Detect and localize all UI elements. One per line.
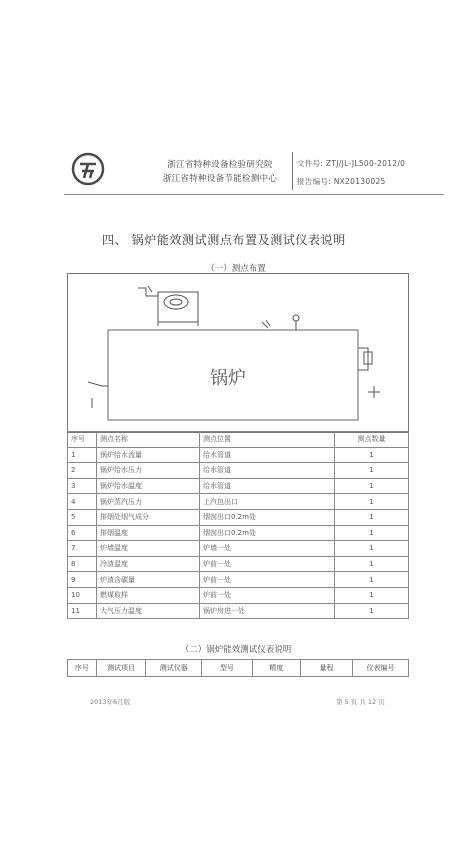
measuring-points-table: [67, 431, 409, 619]
table-cell: 给水管道: [200, 478, 335, 494]
footer-edition: 2013年6月版: [90, 698, 131, 706]
table-cell: 1: [335, 478, 409, 494]
table-cell: 4: [68, 494, 97, 510]
footer-page-number: 第 5 页 共 12 页: [336, 698, 385, 706]
table-cell: 1: [335, 509, 409, 525]
organization-name: [140, 158, 300, 186]
table-header-cell: 序号: [68, 432, 97, 448]
table-row: [68, 556, 409, 572]
table-cell: 1: [68, 447, 97, 463]
table-row: [68, 525, 409, 541]
table-cell: 大气压力温度: [97, 603, 200, 619]
table-cell: 1: [335, 447, 409, 463]
boiler-label: 锅炉: [210, 368, 246, 389]
org-line-1: 浙江省特种设备检验研究院: [167, 160, 273, 170]
table-cell: 11: [68, 603, 97, 619]
table-cell: 炉墙一处: [200, 541, 335, 557]
table-cell: 锅炉给水温度: [97, 478, 200, 494]
table-header-cell: 测点数量: [335, 432, 409, 448]
table-cell: 3: [68, 478, 97, 494]
instrument-table: [67, 659, 409, 677]
table-header-cell: 序号: [68, 660, 97, 677]
institute-logo: [71, 152, 105, 186]
table-cell: 烟囱出口0.2m处: [200, 509, 335, 525]
table-header-cell: 测点名称: [97, 432, 200, 448]
table-cell: 冷渣温度: [97, 556, 200, 572]
table-cell: 上汽包出口: [200, 494, 335, 510]
table-cell: 6: [68, 525, 97, 541]
header-rule: [64, 194, 444, 195]
table-cell: 2: [68, 463, 97, 479]
feed-pipe: [138, 286, 158, 296]
table-cell: 燃煤取样: [97, 587, 200, 603]
table-cell: 炉前一处: [200, 556, 335, 572]
table-header-cell: 精度: [252, 660, 301, 677]
table-cell: 锅炉给水压力: [97, 463, 200, 479]
table-cell: 排烟温度: [97, 525, 200, 541]
document-number: 文件号: ZTJ/JL-JL500-2012/0: [297, 159, 406, 168]
table-row: [68, 447, 409, 463]
table-header-cell: 型号: [202, 660, 252, 677]
instrument-subtitle: （二）锅炉能效测试仪表说明: [180, 645, 292, 655]
table-header-cell: 测试项目: [96, 660, 145, 677]
table-cell: 9: [68, 572, 97, 588]
table-cell: 锅炉房进一处: [200, 603, 335, 619]
table-header-cell: 仪表编号: [352, 660, 408, 677]
org-line-2: 浙江省特种设备节能检测中心: [162, 174, 278, 184]
table-header-row: [68, 432, 409, 448]
burner-unit: [158, 292, 198, 326]
table-cell: 烟囱出口0.2m处: [200, 525, 335, 541]
measuring-points-subtitle: （一）测点布置: [206, 264, 266, 274]
table-cell: 1: [335, 494, 409, 510]
table-cell: 炉前一处: [200, 572, 335, 588]
table-row: [68, 494, 409, 510]
report-number: 报告编号: NX20130025: [297, 177, 386, 186]
table-cell: 10: [68, 587, 97, 603]
table-row: [68, 603, 409, 619]
table-cell: 炉墙温度: [97, 541, 200, 557]
table-cell: 1: [335, 556, 409, 572]
table-row: [68, 587, 409, 603]
table-cell: 炉前一处: [200, 587, 335, 603]
table-cell: 5: [68, 509, 97, 525]
table-header-cell: 测试仪器: [146, 660, 202, 677]
table-header-cell: 量程: [301, 660, 353, 677]
table-cell: 8: [68, 556, 97, 572]
table-cell: 7: [68, 541, 97, 557]
measuring-point-diagram: [67, 273, 409, 433]
table-cell: 1: [335, 587, 409, 603]
table-header-cell: 测点位置: [200, 432, 335, 448]
table-row: [68, 541, 409, 557]
table-cell: 炉渣含碳量: [97, 572, 200, 588]
table-row: [68, 572, 409, 588]
section-title: 四、 锅炉能效测试测点布置及测试仪表说明: [102, 233, 346, 247]
table-cell: 1: [335, 603, 409, 619]
header-divider: [292, 152, 293, 190]
table-cell: 1: [335, 541, 409, 557]
table-cell: 给水管道: [200, 447, 335, 463]
table-cell: 1: [335, 463, 409, 479]
table-row: [68, 509, 409, 525]
measuring-marks: [88, 315, 380, 408]
table-row: [68, 463, 409, 479]
table-cell: 排烟处烟气成分: [97, 509, 200, 525]
table-cell: 1: [335, 572, 409, 588]
table-cell: 给水管道: [200, 463, 335, 479]
table-cell: 1: [335, 525, 409, 541]
table-cell: 锅炉蒸汽压力: [97, 494, 200, 510]
table-row: [68, 478, 409, 494]
table-cell: 锅炉给水流量: [97, 447, 200, 463]
